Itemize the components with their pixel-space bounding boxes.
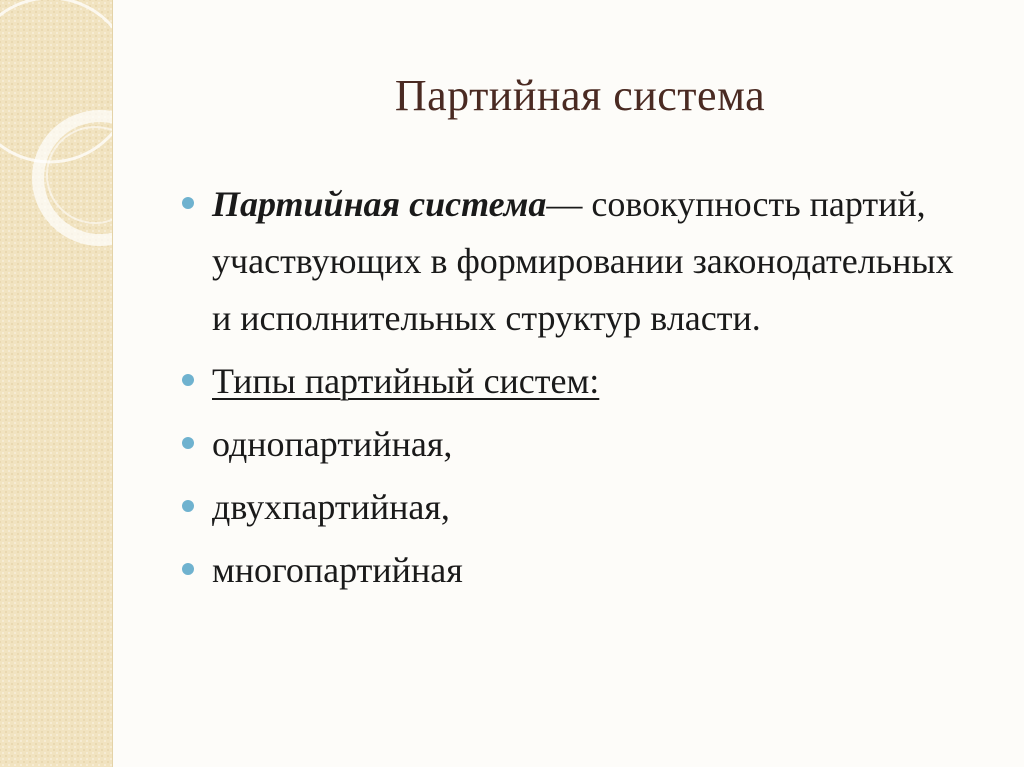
bullet-item-definition: [180, 176, 980, 347]
bullet-item-two-party: [180, 479, 980, 536]
slide-title: Партийная система: [394, 71, 766, 120]
ring-thick: [38, 116, 112, 240]
bullet-item-one-party: [180, 416, 980, 473]
list-item-text: многопартийная: [212, 550, 463, 590]
bullet-list: [180, 176, 980, 605]
bullet-item-types: [180, 353, 980, 410]
bullet-dot-icon: [182, 374, 194, 386]
decorative-sidebar: [0, 0, 113, 767]
bullet-dot-icon: [182, 197, 194, 209]
bullet-item-multi-party: [180, 542, 980, 599]
definition-text: — совокупность партий, участвующих в формировании законодательных и исполнительных структур власти.: [212, 184, 954, 338]
types-heading: Типы партийный систем:: [212, 361, 600, 401]
list-item-text: однопартийная,: [212, 424, 453, 464]
bullet-dot-icon: [182, 500, 194, 512]
list-item-text: двухпартийная,: [212, 487, 450, 527]
bullet-dot-icon: [182, 563, 194, 575]
decorative-rings: [0, 0, 112, 767]
bullet-dot-icon: [182, 437, 194, 449]
definition-term: Партийная система: [212, 184, 547, 224]
